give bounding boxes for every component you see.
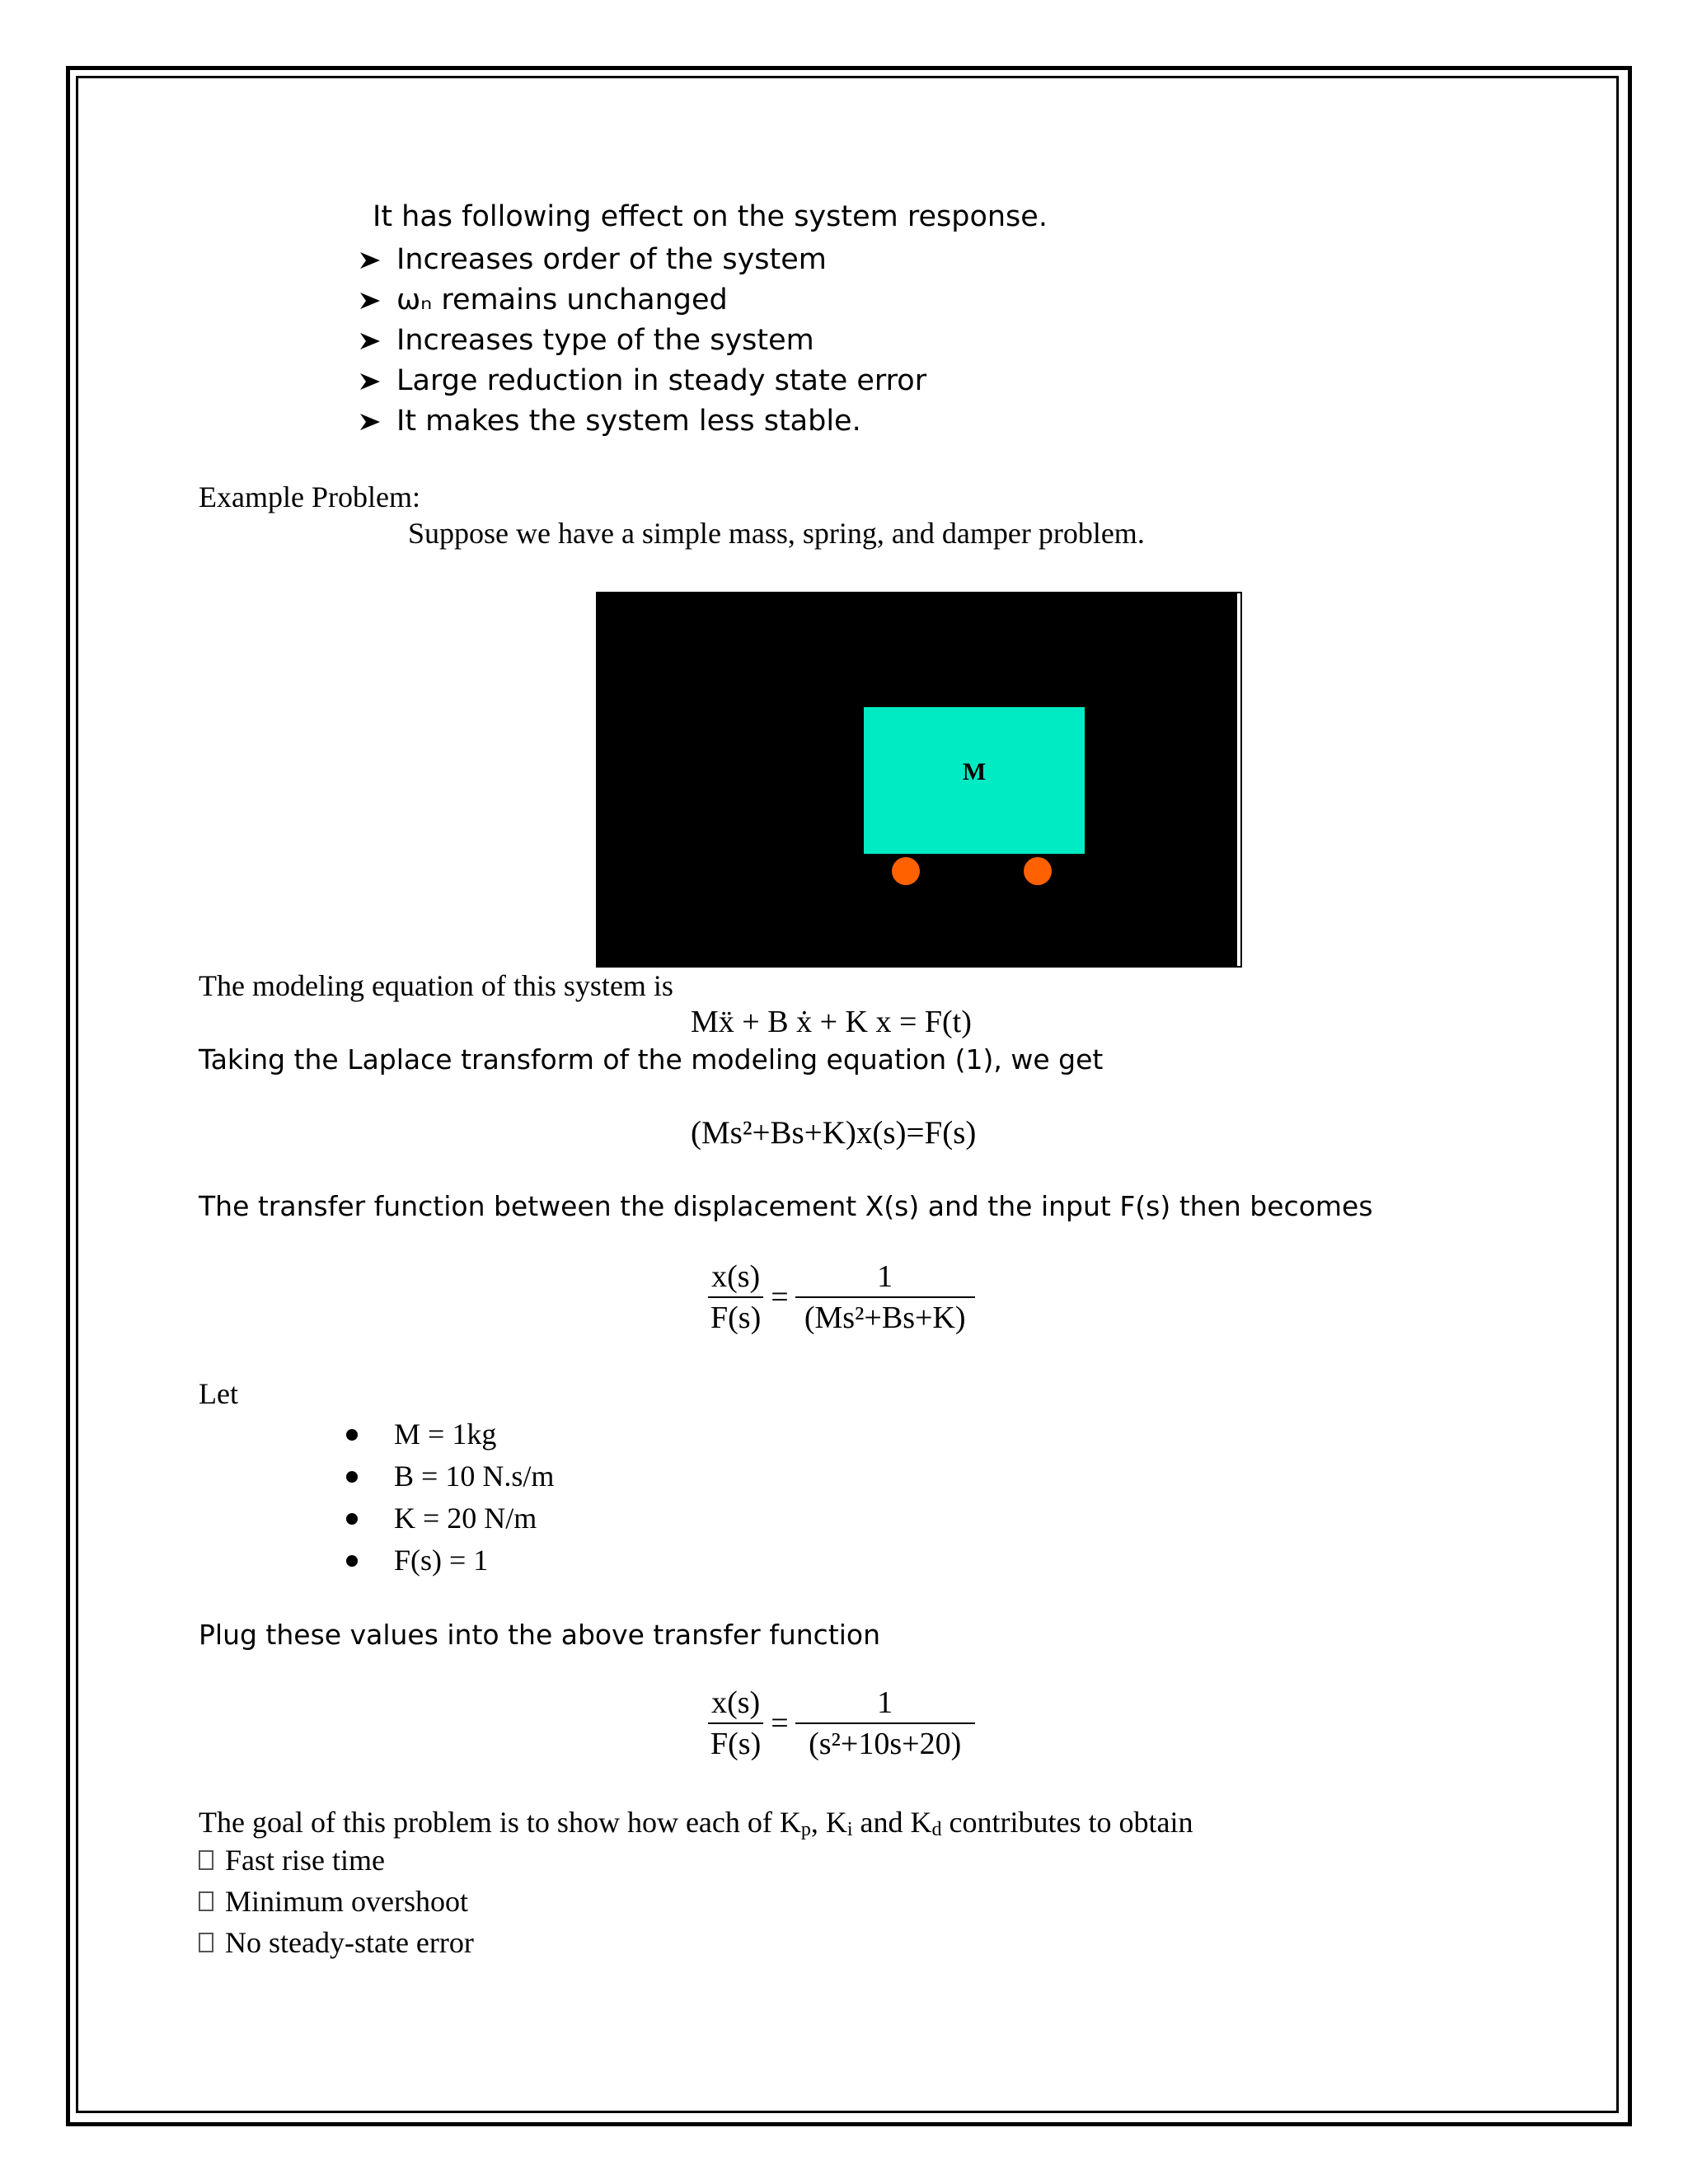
- fraction-rhs: [795, 1257, 975, 1338]
- bullet-dot-icon: [346, 1513, 358, 1525]
- mass-block: [864, 707, 1085, 854]
- goal-text-part: , K: [810, 1806, 847, 1839]
- modeling-equation: Mẍ + B ẋ + K x = F(t): [691, 1005, 972, 1039]
- mass-spring-damper-figure: [598, 593, 1240, 966]
- fraction-denominator: F(s): [710, 1301, 762, 1335]
- goal-text-part: The goal of this problem is to show how each of K: [199, 1806, 801, 1839]
- fraction-numerator: 1: [795, 1683, 975, 1724]
- effects-item-text: ωₙ remains unchanged: [396, 284, 728, 316]
- parameter-text: M = 1kg: [394, 1418, 497, 1451]
- box-bullet-icon: [199, 1891, 213, 1911]
- laplace-equation: (Ms²+Bs+K)x(s)=F(s): [691, 1115, 977, 1151]
- effects-list-item: [359, 361, 926, 401]
- plug-values-intro: Plug these values into the above transfer function: [199, 1619, 881, 1651]
- parameter-text: B = 10 N.s/m: [394, 1460, 555, 1493]
- example-heading: Example Problem:: [199, 480, 420, 513]
- fraction-numerator: 1: [795, 1257, 975, 1298]
- goal-text: [199, 1805, 1193, 1841]
- parameter-item: [346, 1540, 554, 1582]
- arrow-bullet-icon: [359, 412, 382, 432]
- goal-item-text: Fast rise time: [225, 1844, 385, 1877]
- effects-list-item: [359, 321, 926, 361]
- effects-list: [359, 240, 926, 442]
- fraction-denominator: (Ms²+Bs+K): [804, 1301, 966, 1335]
- parameter-text: K = 20 N/m: [394, 1502, 537, 1535]
- parameter-list: [346, 1413, 554, 1582]
- ki-subscript: i: [846, 1819, 853, 1840]
- bullet-dot-icon: [346, 1471, 358, 1483]
- goal-list: [199, 1840, 474, 1963]
- box-bullet-icon: [199, 1933, 213, 1952]
- effects-item-text: Large reduction in steady state error: [396, 364, 927, 397]
- transfer-function-intro: The transfer function between the displacement X(s) and the input F(s) then becomes: [199, 1190, 1373, 1222]
- example-description: Suppose we have a simple mass, spring, and damper problem.: [408, 517, 1145, 550]
- transfer-function-numeric: [707, 1683, 975, 1764]
- goal-item-text: No steady-state error: [225, 1926, 474, 1959]
- let-label: Let: [199, 1377, 238, 1410]
- kd-subscript: d: [931, 1819, 942, 1840]
- fraction-denominator: F(s): [710, 1727, 762, 1761]
- arrow-bullet-icon: [359, 251, 382, 270]
- fraction-lhs: [707, 1257, 764, 1338]
- transfer-function-general: [707, 1257, 975, 1338]
- fraction-numerator: x(s): [708, 1683, 763, 1724]
- bullet-dot-icon: [346, 1429, 358, 1441]
- wheel-left: [892, 857, 920, 885]
- goal-item: [199, 1881, 474, 1922]
- effects-intro: It has following effect on the system response.: [373, 200, 1048, 233]
- fraction-lhs: [707, 1683, 764, 1764]
- arrow-bullet-icon: [359, 372, 382, 391]
- wheel-right: [1024, 857, 1052, 885]
- laplace-intro: Taking the Laplace transform of the modeling equation (1), we get: [199, 1043, 1104, 1076]
- effects-item-text: Increases type of the system: [396, 324, 814, 357]
- equals-sign: =: [771, 1280, 789, 1315]
- fraction-rhs: [795, 1683, 975, 1764]
- arrow-bullet-icon: [359, 291, 382, 311]
- goal-text-part: contributes to obtain: [941, 1806, 1193, 1839]
- parameter-text: F(s) = 1: [394, 1544, 489, 1577]
- effects-item-text: It makes the system less stable.: [396, 405, 861, 438]
- goal-item-text: Minimum overshoot: [225, 1885, 468, 1918]
- goal-text-part: and K: [852, 1806, 932, 1839]
- goal-item: [199, 1922, 474, 1963]
- effects-list-item: [359, 280, 926, 321]
- box-bullet-icon: [199, 1850, 213, 1870]
- effects-item-text: Increases order of the system: [396, 243, 827, 276]
- fraction-denominator: (s²+10s+20): [809, 1727, 962, 1761]
- mass-label: M: [962, 758, 987, 785]
- goal-item: [199, 1840, 474, 1881]
- parameter-item: [346, 1497, 554, 1540]
- arrow-bullet-icon: [359, 331, 382, 351]
- parameter-item: [346, 1413, 554, 1455]
- effects-list-item: [359, 240, 926, 280]
- equals-sign: =: [771, 1706, 789, 1741]
- parameter-item: [346, 1455, 554, 1497]
- effects-list-item: [359, 401, 926, 442]
- bullet-dot-icon: [346, 1555, 358, 1567]
- fraction-numerator: x(s): [708, 1257, 763, 1298]
- kp-subscript: p: [800, 1819, 811, 1840]
- modeling-intro: The modeling equation of this system is: [199, 969, 673, 1002]
